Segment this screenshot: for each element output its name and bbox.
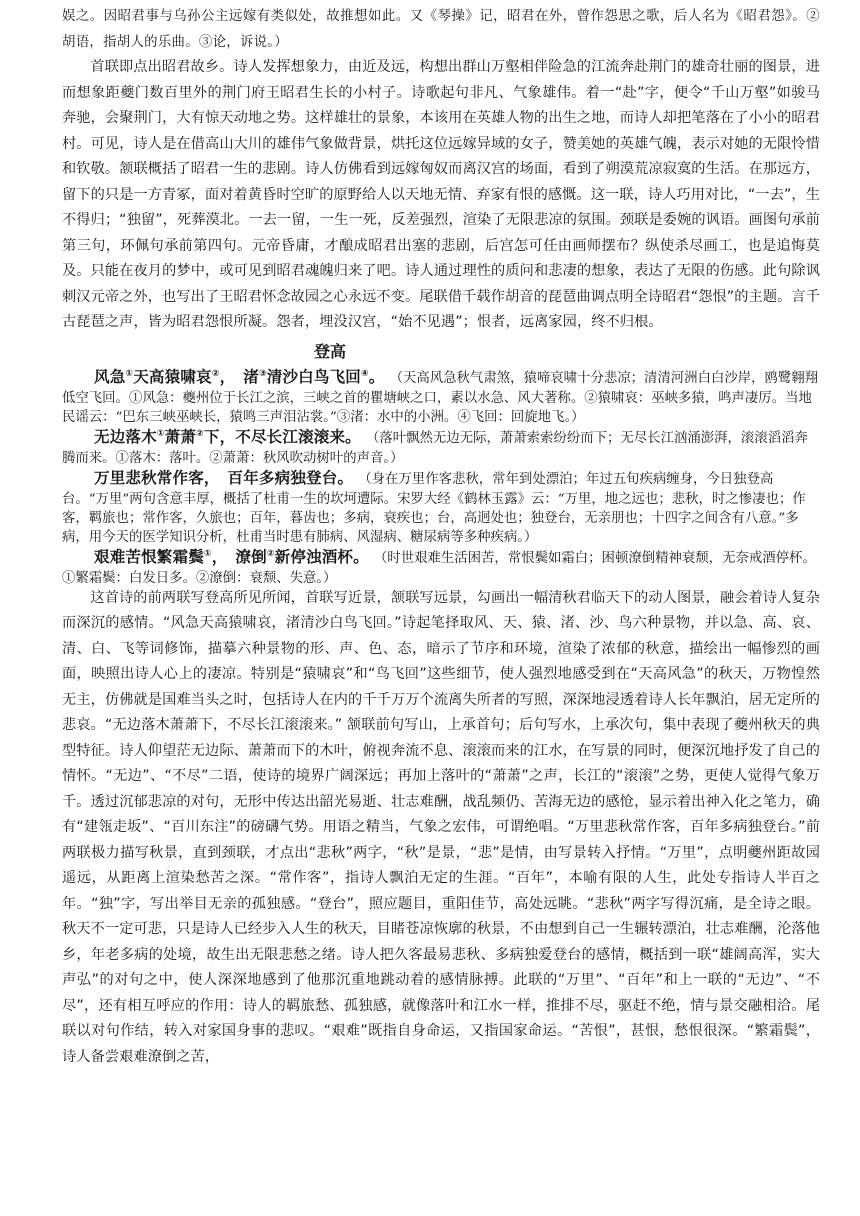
verse-4-text: 艰难苦恨繁霜鬓①， 潦倒②新停浊酒杯。 [94,547,369,566]
continued-annotation: 娱之。因昭君事与乌孙公主远嫁有类似处，故推想如此。又《琴操》记，昭君在外，曾作怨思之歌，后人名为《昭君怨》。②胡语，指胡人的乐曲。③论，诉说。） [62,9,820,50]
verse-line-4 [62,545,820,586]
verse-line-2 [62,425,820,466]
commentary-paragraph-zhaojun: 首联即点出昭君故乡。诗人发挥想象力，由近及远，构想出群山万壑相伴险急的江流奔赴荆门的雄奇壮丽的图景，进而想象距夔门数百里外的荆门府王昭君生长的小村子。诗歌起句非凡、气象雄伟。着一“赴”字，便令“千山万壑”如骏马奔驰，会聚荆门，大有惊天动地之势。这样雄壮的景象，本该用在英雄人物的出生之地，而诗人却把笔落在了小小的昭君村。可见，诗人是在借高山大川的雄伟气象做背景，烘托这位远嫁异域的女子，赞美她的英雄气魄，表示对她的无限怜惜和钦敬。颔联概括了昭君一生的悲剧。诗人仿佛看到远嫁匈奴而离汉宫的场面，看到了朔漠荒凉寂寞的生活。在那远方，留下的只是一方青冢，面对着黄昏时空旷的原野给人以天地无情、弃家有恨的感慨。这一联，诗人巧用对比，“一去”，生不得归；“独留”，死葬漠北。一去一留，一生一死，反差强烈，渲染了无限悲凉的氛围。颈联是委婉的讽语。画图句承前第三句，环佩句承前第四句。元帝昏庸，才酿成昭君出塞的悲剧，后宫怎可任由画师摆布？纵使杀尽画工，也是追悔莫及。只能在夜月的梦中，或可见到昭君魂魄归来了吧。诗人通过理性的质问和悲凄的想象，表达了无限的伤感。此句除讽刺汉元帝之外，也写出了王昭君怀念故园之心永远不变。尾联借千载作胡音的琵琶曲调点明全诗昭君“怨恨”的主题。言千古琵琶之声，皆为昭君怨恨所凝。怨者，埋没汉宫，“始不见遇”；恨者，远离家园，终不归根。 [62,59,820,330]
verse-3-text: 万里悲秋常作客， 百年多病独登台。 [94,468,354,487]
verse-line-3 [62,466,820,545]
verse-line-1 [62,365,820,425]
verse-2-annotation: （落叶飘然无边无际，萧萧索索纷纷而下；无尽长江汹涌澎湃，滚滚滔滔奔腾而来。①落木：落叶。②萧萧：秋风吹动树叶的声音。） [62,430,808,466]
commentary-paragraph-denggao: 这首诗的前两联写登高所见所闻，首联写近景，颔联写远景，勾画出一幅清秋君临天下的动人图景，融会着诗人复杂而深沉的感情。“风急天高猿啸哀，渚清沙白鸟飞回。”诗起笔择取风、天、猿、渚、沙、鸟六种景物，并以急、高、哀、清、白、飞等词修饰，描摹六种景物的形、声、色、态，暗示了节序和环境，渲染了浓郁的秋意，描绘出一幅惨烈的画面，映照出诗人心上的凄凉。特别是“猿啸哀”和“鸟飞回”这些细节，使人强烈地感受到在“天高风急”的秋天，万物惶然无主，仿佛就是国难当头之时，包括诗人在内的千千万万个流离失所者的写照，深深地浸透着诗人长年飘泊，居无定所的悲哀。“无边落木萧萧下，不尽长江滚滚来。” 颔联前句写山，上承首句；后句写水，上承次句，集中表现了夔州秋天的典型特征。诗人仰望茫无边际、萧萧而下的木叶，俯视奔流不息、滚滚而来的江水，在写景的同时，便深沉地抒发了自己的情怀。“无边”、“不尽”二语，使诗的境界广阔深远；再加上落叶的“萧萧”之声，长江的“滚滚”之势，更使人觉得气象万千。透过沉郁悲凉的对句，无形中传达出韶光易逝、壮志难酬，战乱频仍、苦海无边的感怆，显示着出神入化之笔力，确有“建瓴走坂”、“百川东注”的磅礴气势。用语之精当，气象之宏伟，可谓绝唱。“万里悲秋常作客，百年多病独登台。”前两联极力描写秋景，直到颈联，才点出“悲秋”两字，“秋”是景，“悲”是情，由写景转入抒情。“万里”，点明夔州距故园遥远，从距离上渲染愁苦之深。“常作客”，指诗人飘泊无定的生涯。“百年”，本喻有限的人生，此处专指诗人半百之年。“独”字，写出举目无亲的孤独感。“登台”，照应题目，重阳佳节，高处远眺。“悲秋”两字写得沉痛，是全诗之眼。秋天不一定可悲，只是诗人已经步入人生的秋天，目睹苍凉恢廓的秋景，不由想到自己一生辗转漂泊，壮志难酬，沦落他乡，年老多病的处境，故生出无限悲愁之绪。诗人把久客最易悲秋、多病独爱登台的感情，概括到一联“雄阔高浑，实大声弘”的对句之中，使人深深地感到了他那沉重地跳动着的感情脉搏。此联的“万里”、“百年”和上一联的“无边”、“不尽”，还有相互呼应的作用：诗人的羁旅愁、孤独感，就像落叶和江水一样，推排不尽，驱赶不绝，情与景交融相洽。尾联以对句作结，转入对家国身事的悲叹。“艰难”既指自身命运，又指国家命运。“苦恨”，甚恨，愁恨很深。“繁霜鬓”，诗人备尝艰难潦倒之苦， [62,589,820,1065]
poem-title: 登高 [314,341,347,361]
verse-3-annotation: （身在万里作客悲秋，常年到处漂泊；年过五旬疾病缠身，今日独登高台。“万里”两句含意丰厚，概括了杜甫一生的坎坷遭际。宋罗大经《鹤林玉露》云：“万里，地之远也；悲秋，时之惨凄也；作客，羁旅也；常作客，久旅也；百年，暮齿也；多病，衰疾也；台，高迥处也；独登台，无亲朋也；十四字之间含有八意。”多病，用今天的医学知识分析，杜甫当时患有肺病、风湿病、糖尿病等多种疾病。） [62,471,806,545]
verse-2-text: 无边落木①萧萧②下，不尽长江滚滚来。 [94,427,361,446]
verse-4-annotation: （时世艰难生活困苦，常恨鬓如霜白；困顿潦倒精神衰颓，无奈戒酒停杯。①繁霜鬓：白发日多。②潦倒：衰颓、失意。） [62,550,816,586]
verse-1-text: 风急①天高猿啸哀②， 渚③清沙白鸟飞回④。 [94,367,385,386]
verse-1-annotation: （天高风急秋气肃煞，猿啼哀啸十分悲凉；清清河洲白白沙岸，鸥鹭翱翔低空飞回。①风急：夔州位于长江之滨，三峡之首的瞿塘峡之口，素以水急、风大著称。②猿啸哀：巫峡多猿，鸣声凄厉。当地民谣云：“巴东三峡巫峡长，猿鸣三声泪沾裳。”③渚：水中的小洲。④飞回：回旋地飞。） [62,370,819,425]
